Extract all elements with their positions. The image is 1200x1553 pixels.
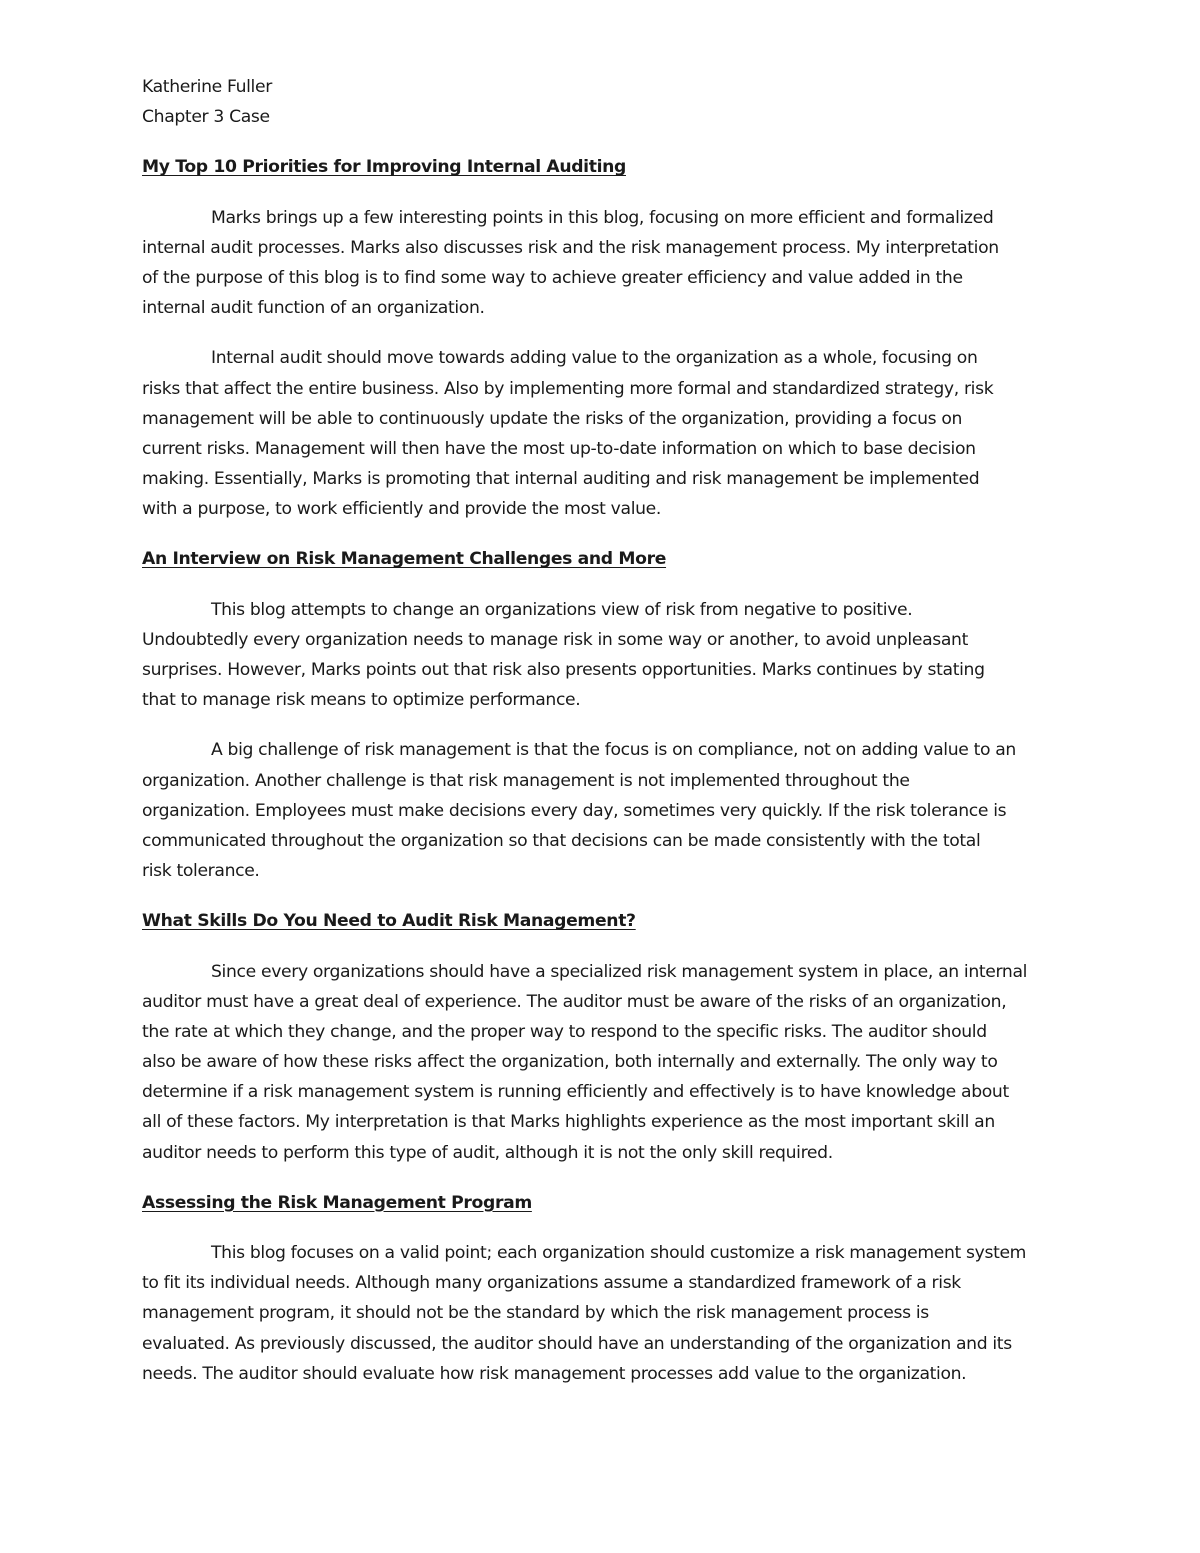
section-heading: What Skills Do You Need to Audit Risk Management? [142,911,636,932]
paragraph-line: risk tolerance. [142,861,260,882]
spacer [142,575,1060,595]
paragraph-line: Undoubtedly every organization needs to manage risk in some way or another, to avoid unpleasant [142,629,968,650]
paragraph [142,203,1060,324]
author-name: Katherine Fuller [142,77,272,97]
paragraph-line: auditor must have a great deal of experience. The auditor must be aware of the risks of an organization, [142,991,1007,1012]
paragraph-line: communicated throughout the organization so that decisions can be made consistently with the total [142,830,981,851]
paragraph [142,1238,1060,1389]
paragraph-line: the rate at which they change, and the proper way to respond to the specific risks. The auditor should [142,1021,987,1042]
paragraph-line: organization. Employees must make decisions every day, sometimes very quickly. If the risk tolerance is [142,800,1007,821]
paragraph-line: Marks brings up a few interesting points in this blog, focusing on more efficient and formalized [211,207,994,228]
assignment-title: Chapter 3 Case [142,107,270,128]
paragraph-line: surprises. However, Marks points out that risk also presents opportunities. Marks continues by stating [142,660,985,680]
paragraph-line: that to manage risk means to optimize performance. [142,690,581,711]
paragraph-line: management program, it should not be the standard by which the risk management process is [142,1303,929,1324]
paragraph-line: with a purpose, to work efficiently and provide the most value. [142,499,661,520]
paragraph-line: internal audit processes. Marks also discusses risk and the risk management process. My interpretation [142,237,999,258]
paragraph [142,595,1060,716]
paragraph-line: internal audit function of an organization. [142,298,485,319]
paragraph [142,957,1060,1168]
paragraph-line: also be aware of how these risks affect the organization, both internally and externally. The only way to [142,1052,998,1073]
spacer [142,132,1060,152]
paragraph-line: to fit its individual needs. Although many organizations assume a standardized framework of a risk [142,1273,961,1294]
section-heading: Assessing the Risk Management Program [142,1192,532,1213]
paragraph-line: evaluated. As previously discussed, the auditor should have an understanding of the organization and its [142,1333,1012,1354]
spacer [142,886,1060,906]
paragraph-line: all of these factors. My interpretation is that Marks highlights experience as the most important skill an [142,1112,995,1133]
document-body [142,72,1060,1389]
paragraph-line: Internal audit should move towards adding value to the organization as a whole, focusing on [211,348,978,369]
paragraph-line: auditor needs to perform this type of audit, although it is not the only skill required. [142,1142,833,1163]
paragraph-line: This blog attempts to change an organizations view of risk from negative to positive. [211,599,913,620]
paragraph-line: current risks. Management will then have the most up-to-date information on which to base decision [142,438,976,459]
paragraph-line: of the purpose of this blog is to find some way to achieve greater efficiency and value added in the [142,267,963,288]
spacer [142,183,1060,203]
paragraph-line: Since every organizations should have a specialized risk management system in place, an internal [211,961,1028,982]
paragraph [142,343,1060,524]
paragraph-line: A big challenge of risk management is that the focus is on compliance, not on adding value to an [211,740,1016,761]
paragraph-line: organization. Another challenge is that risk management is not implemented throughout the [142,770,910,791]
section-heading: An Interview on Risk Management Challenges and More [142,549,667,570]
paragraph-line: risks that affect the entire business. Also by implementing more formal and standardized strategy, risk [142,378,994,399]
spacer [142,524,1060,544]
spacer [142,937,1060,957]
paragraph [142,735,1060,886]
section-heading: My Top 10 Priorities for Improving Internal Auditing [142,157,626,178]
paragraph-line: determine if a risk management system is running efficiently and effectively is to have knowledge about [142,1082,1009,1103]
spacer [142,1168,1060,1188]
paragraph-line: This blog focuses on a valid point; each organization should customize a risk management system [211,1243,1027,1263]
paragraph-line: making. Essentially, Marks is promoting that internal auditing and risk management be implemented [142,469,980,490]
spacer [142,323,1060,343]
paragraph-line: needs. The auditor should evaluate how risk management processes add value to the organization. [142,1363,967,1384]
spacer [142,1218,1060,1238]
spacer [142,715,1060,735]
paragraph-line: management will be able to continuously update the risks of the organization, providing a focus on [142,408,963,429]
